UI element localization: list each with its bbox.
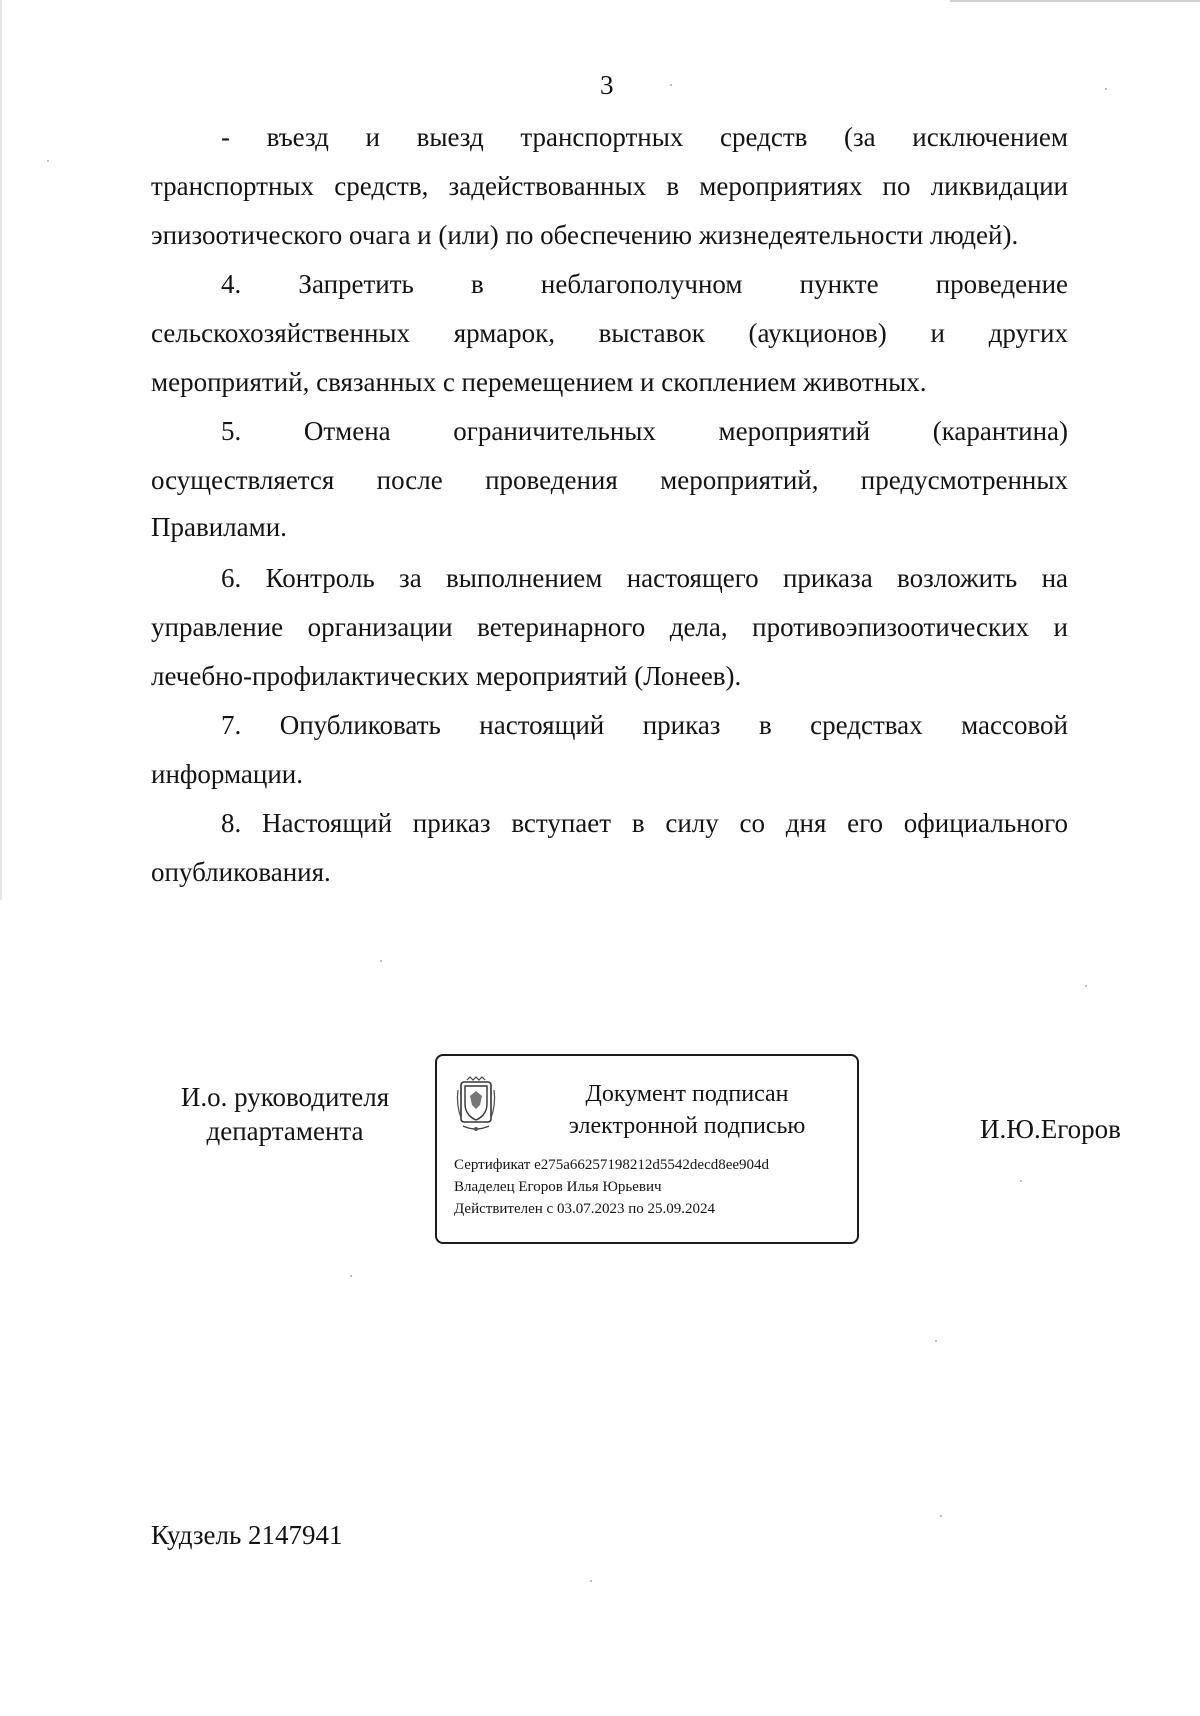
- scan-speck: [1105, 88, 1107, 90]
- scan-speck: [935, 1340, 937, 1342]
- scan-edge-top: [950, 0, 1200, 2]
- paragraph-item-5: [151, 407, 1068, 549]
- text-line: 8. Настоящий приказ вступает в силу со дня его официального: [221, 808, 1068, 838]
- position-line: И.о. руководителя: [180, 1082, 390, 1112]
- executor-note: Кудзель 2147941: [151, 1520, 343, 1550]
- scan-speck: [350, 1275, 352, 1277]
- text-line: 7. Опубликовать настоящий приказ в средствах массовой: [221, 710, 1068, 740]
- text-line: - въезд и выезд транспортных средств (за исключением: [221, 122, 1068, 152]
- text-line: лечебно-профилактических мероприятий (Лонеев).: [151, 661, 742, 691]
- electronic-signature-stamp: [435, 1054, 859, 1244]
- body-text: [151, 113, 1068, 897]
- scan-speck: [380, 960, 382, 962]
- scan-edge-left: [0, 0, 2, 900]
- stamp-title-line: Документ подписан: [585, 1081, 789, 1107]
- text-line: 6. Контроль за выполнением настоящего приказа возложить на: [221, 563, 1068, 593]
- paragraph-item-7: [151, 701, 1068, 799]
- stamp-title-line: электронной подписью: [568, 1113, 806, 1139]
- text-line: транспортных средств, задействованных в мероприятиях по ликвидации: [151, 171, 1068, 201]
- scan-speck: [47, 160, 49, 162]
- stamp-details: [454, 1154, 769, 1220]
- text-line: информации.: [151, 759, 303, 789]
- signatory-position: [155, 1080, 415, 1148]
- paragraph-entry-exit: [151, 113, 1068, 260]
- text-line: управление организации ветеринарного дела, противоэпизоотических и: [151, 612, 1068, 642]
- text-line: Правилами.: [151, 512, 287, 542]
- scan-speck: [940, 1515, 942, 1517]
- scan-speck: [1085, 985, 1087, 987]
- signatory-name: И.Ю.Егоров: [980, 1114, 1121, 1144]
- certificate-number: Сертификат e275a66257198212d5542decd8ee904d: [454, 1157, 770, 1173]
- scan-speck: [670, 84, 672, 86]
- scan-speck: [1020, 1180, 1022, 1182]
- text-line: мероприятий, связанных с перемещением и скоплением животных.: [151, 367, 927, 397]
- text-line: опубликования.: [151, 857, 331, 887]
- paragraph-item-6: [151, 554, 1068, 701]
- scan-speck: [590, 1580, 592, 1582]
- text-line: осуществляется после проведения мероприятий, предусмотренных: [151, 465, 1068, 495]
- stamp-title: [537, 1078, 837, 1142]
- paragraph-item-4: [151, 260, 1068, 407]
- text-line: 5. Отмена ограничительных мероприятий (карантина): [221, 416, 1068, 446]
- position-line: департамента: [206, 1116, 364, 1146]
- text-line: эпизоотического очага и (или) по обеспечению жизнедеятельности людей).: [151, 220, 1019, 250]
- page-number: 3: [600, 70, 614, 100]
- certificate-validity: Действителен с 03.07.2023 по 25.09.2024: [454, 1201, 715, 1217]
- text-line: 4. Запретить в неблагополучном пункте проведение: [221, 269, 1068, 299]
- text-line: сельскохозяйственных ярмарок, выставок (аукционов) и других: [151, 318, 1068, 348]
- certificate-owner: Владелец Егоров Илья Юрьевич: [454, 1179, 662, 1195]
- coat-of-arms-icon: [455, 1076, 497, 1134]
- paragraph-item-8: [151, 799, 1068, 897]
